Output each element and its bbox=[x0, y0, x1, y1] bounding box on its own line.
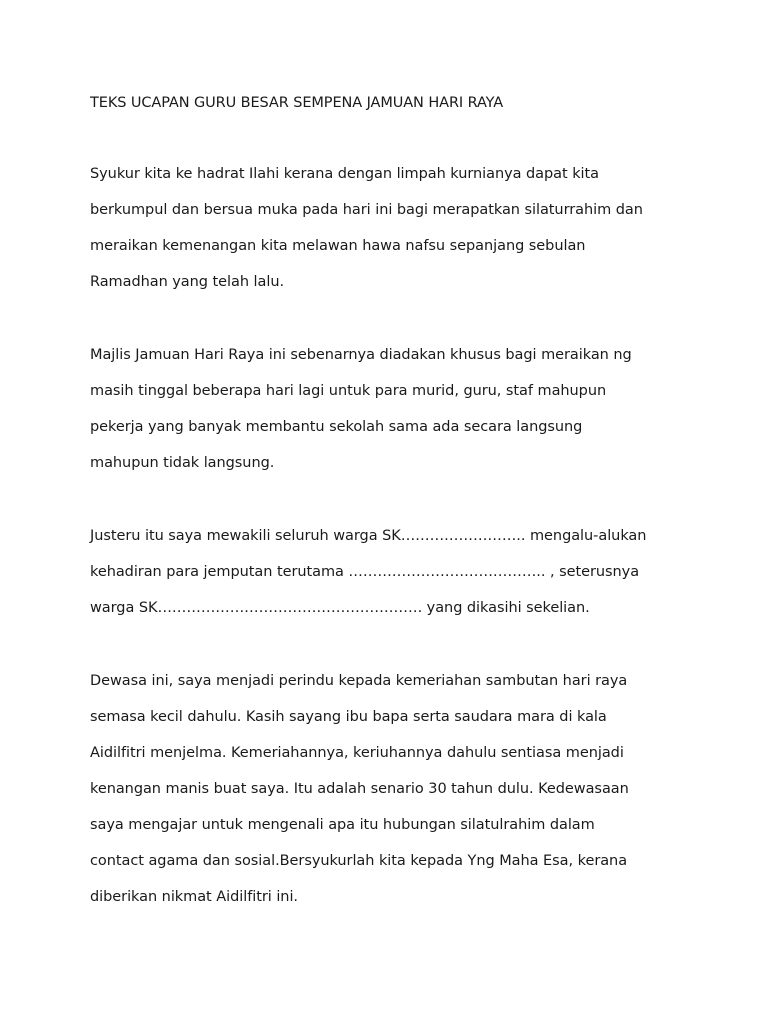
paragraph-line: berkumpul dan bersua muka pada hari ini bagi merapatkan silaturrahim dan bbox=[90, 202, 643, 218]
paragraph-line: kehadiran para jemputan terutama ………………………………….. , seterusnya bbox=[90, 564, 640, 580]
paragraph-line: Ramadhan yang telah lalu. bbox=[90, 274, 285, 290]
paragraph-line: Syukur kita ke hadrat Ilahi kerana dengan limpah kurnianya dapat kita bbox=[90, 166, 599, 182]
paragraph-line: kenangan manis buat saya. Itu adalah senario 30 tahun dulu. Kedewasaan bbox=[90, 781, 629, 797]
paragraph-3 bbox=[90, 518, 690, 626]
paragraph-line: Majlis Jamuan Hari Raya ini sebenarnya diadakan khusus bagi meraikan ng bbox=[90, 347, 632, 363]
paragraph-line: contact agama dan sosial.Bersyukurlah kita kepada Yng Maha Esa, kerana bbox=[90, 853, 628, 869]
paragraph-line: warga SK………………………………………………. yang dikasihi sekelian. bbox=[90, 600, 590, 616]
paragraph-line: Aidilfitri menjelma. Kemeriahannya, keriuhannya dahulu sentiasa menjadi bbox=[90, 745, 624, 761]
paragraph-line: semasa kecil dahulu. Kasih sayang ibu bapa serta saudara mara di kala bbox=[90, 709, 607, 725]
paragraph-line: mahupun tidak langsung. bbox=[90, 455, 275, 471]
paragraph-line: diberikan nikmat Aidilfitri ini. bbox=[90, 889, 298, 905]
paragraph-line: masih tinggal beberapa hari lagi untuk para murid, guru, staf mahupun bbox=[90, 383, 607, 399]
paragraph-line: saya mengajar untuk mengenali apa itu hubungan silatulrahim dalam bbox=[90, 817, 595, 833]
paragraph-1 bbox=[90, 156, 690, 300]
paragraph-line: pekerja yang banyak membantu sekolah sama ada secara langsung bbox=[90, 419, 583, 435]
paragraph-line: Justeru itu saya mewakili seluruh warga SK…………………….. mengalu-alukan bbox=[90, 528, 647, 544]
document-title: TEKS UCAPAN GURU BESAR SEMPENA JAMUAN HARI RAYA bbox=[90, 95, 504, 111]
paragraph-4 bbox=[90, 663, 690, 915]
paragraph-line: meraikan kemenangan kita melawan hawa nafsu sepanjang sebulan bbox=[90, 238, 586, 254]
paragraph-line: Dewasa ini, saya menjadi perindu kepada kemeriahan sambutan hari raya bbox=[90, 673, 628, 689]
paragraph-2 bbox=[90, 337, 690, 481]
